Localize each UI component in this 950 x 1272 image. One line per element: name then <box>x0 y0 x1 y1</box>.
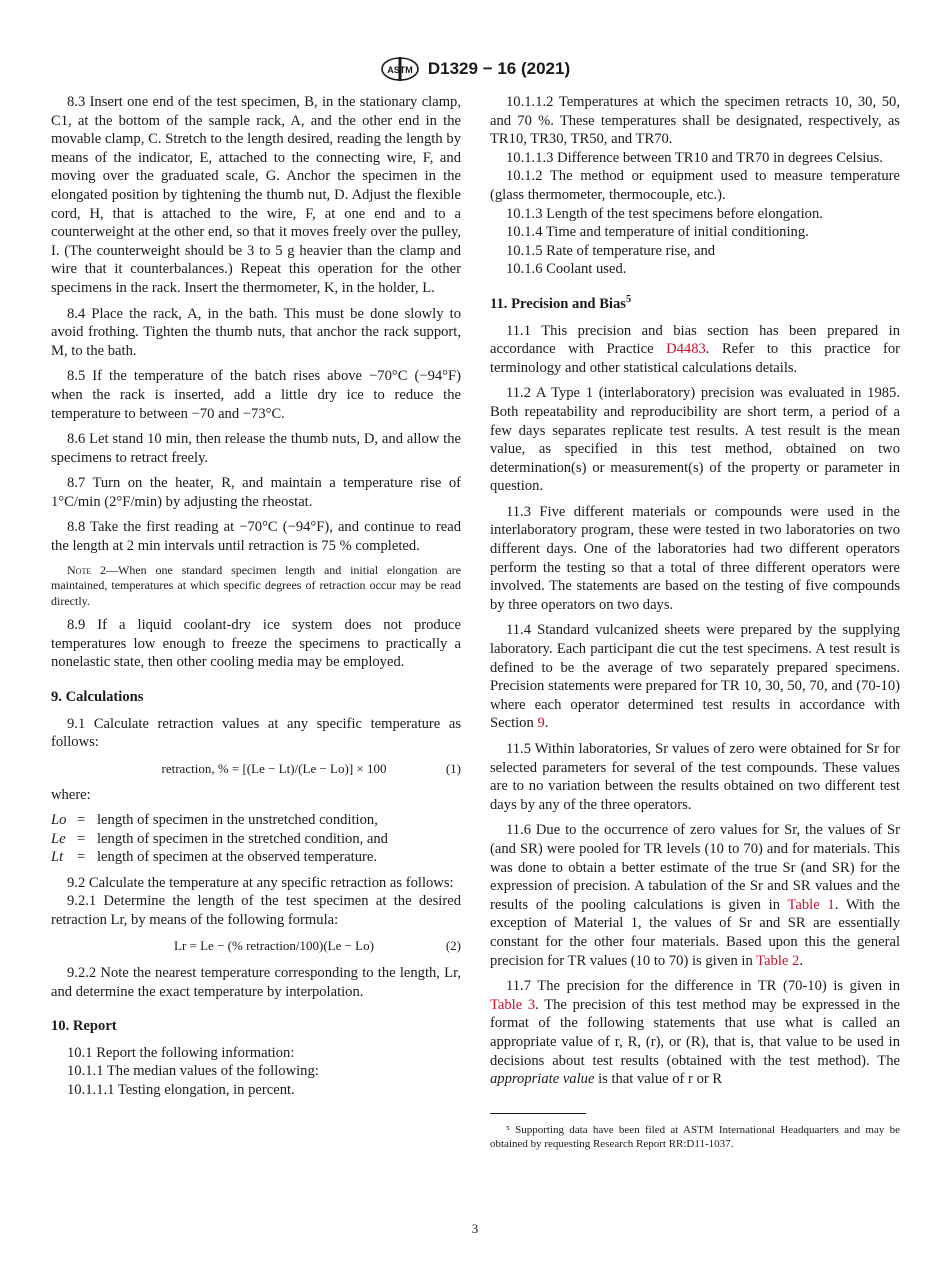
paragraph-9-2: 9.2 Calculate the temperature at any specific retraction as follows: <box>67 874 454 891</box>
equation-1 <box>51 760 461 779</box>
right-column <box>490 93 900 1152</box>
paragraph-8-4: 8.4 Place the rack, A, in the bath. This must be done slowly to avoid frothing. Tighten the thumb nuts, that anchor the rack support, M, to the bath. <box>51 305 461 359</box>
definition-symbol: Le <box>51 830 66 847</box>
definition-symbol: Lo <box>51 811 67 828</box>
definition-text: length of specimen in the unstretched condition, <box>97 811 378 828</box>
paragraph-11-5: 11.5 Within laboratories, Sr values of zero were obtained for Sr for selected parameters for several of the test compounds. These values are to no variation between the results obtained on two different test days by any of the three operators. <box>490 741 900 813</box>
paragraph-9-2-2: 9.2.2 Note the nearest temperature corresponding to the length, Lr, and determine the exact temperature by interpolation. <box>51 965 461 1000</box>
section-10-heading: 10. Report <box>51 1018 117 1035</box>
footnote-rule <box>490 1113 586 1114</box>
text-run: . Refer to this practice for terminology and other statistical calculations details. <box>490 341 900 376</box>
page-header <box>0 56 950 82</box>
definition-equals: = <box>77 830 86 847</box>
paragraph-8-7: 8.7 Turn on the heater, R, and maintain a temperature rise of 1°C/min (2°F/min) by adjusting the rheostat. <box>51 475 461 510</box>
emphasis: appropriate value <box>490 1071 595 1088</box>
link-table-2[interactable]: Table 2 <box>756 952 800 969</box>
paragraph-8-9: 8.9 If a liquid coolant-dry ice system does not produce temperatures low enough to freeze the specimens to practically a nonelastic state, then other cooling media may be employed. <box>51 617 461 671</box>
footnote-marker: 5 <box>625 294 632 306</box>
astm-logo-icon <box>380 56 420 82</box>
section-9-heading: 9. Calculations <box>51 688 144 705</box>
paragraph-10-1-4: 10.1.4 Time and temperature of initial conditioning. <box>506 224 809 241</box>
text-run: . With the exception of Material 1, the values of Sr and SR are essentially constant for the other four materials. Based upon this the general precision for TR values (10 to 70) is given in <box>490 896 900 969</box>
note-2 <box>51 563 461 610</box>
definition-equals: = <box>77 811 86 828</box>
paragraph-10-1-3: 10.1.3 Length of the test specimens before elongation. <box>506 205 823 222</box>
note-2-label: Note 2 <box>67 562 107 577</box>
definition-text: length of specimen in the stretched condition, and <box>97 830 388 847</box>
definition-row <box>51 848 461 867</box>
paragraph-11-7 <box>490 977 900 1089</box>
equation-2-number: (2) <box>445 938 461 954</box>
note-2-text: —When one standard specimen length and initial elongation are maintained, temperatures at which specific degrees of retraction occur may be read directly. <box>51 562 462 608</box>
link-table-3[interactable]: Table 3 <box>490 996 536 1013</box>
text-run: 11.6 Due to the occurrence of zero values for Sr, the values of Sr (and SR) were pooled for TR levels (10 to 70) and for materials. This was done to obtain a better estimate of the true Sr (and SR) for the expression of precision. A tabulation of the Sr and SR values and the results of the pooling calculations is given in <box>490 822 900 913</box>
section-11-heading <box>490 295 900 314</box>
paragraph-10-1-1-2: 10.1.1.2 Temperatures at which the specimen retracts 10, 30, 50, and 70 %. These temperatures shall be designated, respectively, as TR10, TR30, TR50, and TR70. <box>490 94 900 148</box>
paragraph-10-1-1: 10.1.1 The median values of the following: <box>67 1063 319 1080</box>
paragraph-10-1-1-1: 10.1.1.1 Testing elongation, in percent. <box>67 1082 295 1099</box>
definition-symbol: Lt <box>51 849 64 866</box>
section-11-title: 11. Precision and Bias <box>490 295 626 312</box>
paragraph-10-1-5: 10.1.5 Rate of temperature rise, and <box>506 242 716 259</box>
paragraph-11-3: 11.3 Five different materials or compounds were used in the interlaboratory program, these were tested in two laboratories on two different days. One of the laboratories had two different operators perform the testing so that a total of three different operators were involved. The statements are based on the testing of five compounds by three operators on two days. <box>490 503 900 613</box>
definition-row <box>51 830 461 849</box>
left-column <box>51 93 461 1100</box>
definition-list <box>51 811 461 867</box>
equation-2-body: Lr = Le − (% retraction/100)(Le − Lo) <box>174 938 374 954</box>
text-run: . <box>544 715 549 732</box>
paragraph-10-1: 10.1 Report the following information: <box>67 1044 295 1061</box>
page-number: 3 <box>471 1221 479 1236</box>
where-label: where: <box>51 787 91 804</box>
paragraph-11-4 <box>490 621 900 733</box>
link-section-9[interactable]: 9 <box>537 715 545 732</box>
text-run: 11.4 Standard vulcanized sheets were prepared by the supplying laboratory. Each participant die cut the test specimens. A test result is defined to be the average of two separately prepared specimens. Precision statements were prepared for TR 10, 30, 50, 70, and (70-10) where each operator determined test results in accordance with Section <box>490 622 900 732</box>
paragraph-11-2: 11.2 A Type 1 (interlaboratory) precision was evaluated in 1985. Both repeatability and reproducibility are short term, a period of a few days separates replicate test results. A test result is the mean value, as specified in this test method, obtained on two determination(s) or measurement(s) of the property or parameter in question. <box>490 385 900 495</box>
text-run: 11.1 This precision and bias section has been prepared in accordance with Practice <box>490 322 900 358</box>
paragraph-8-6: 8.6 Let stand 10 min, then release the thumb nuts, D, and allow the specimens to retract freely. <box>51 431 461 466</box>
equation-1-body: retraction, % = [(Le − Lt)/(Le − Lo)] × 100 <box>161 760 387 776</box>
text-run: . <box>799 952 803 969</box>
paragraph-10-1-2: 10.1.2 The method or equipment used to measure temperature (glass thermometer, thermocouple, etc.). <box>490 168 900 203</box>
designation: D1329 − 16 (2021) <box>427 59 571 78</box>
equation-1-number: (1) <box>445 760 461 776</box>
paragraph-8-5: 8.5 If the temperature of the batch rises above −70°C (−94°F) when the rack is inserted, add a little dry ice to reduce the temperature to between −70 and −73°C. <box>51 368 461 422</box>
link-d4483[interactable]: D4483 <box>666 341 706 358</box>
definition-row <box>51 811 461 830</box>
logo-text: ASTM <box>387 65 413 75</box>
paragraph-11-1 <box>490 322 900 378</box>
paragraph-9-1: 9.1 Calculate retraction values at any specific temperature as follows: <box>51 715 461 751</box>
link-table-1[interactable]: Table 1 <box>787 896 835 913</box>
paragraph-10-1-6: 10.1.6 Coolant used. <box>506 261 627 278</box>
equation-2 <box>51 937 461 956</box>
text-run: 11.7 The precision for the difference in TR (70-10) is given in <box>506 978 900 995</box>
paragraph-10-1-1-3: 10.1.1.3 Difference between TR10 and TR70 in degrees Celsius. <box>506 149 883 166</box>
definition-equals: = <box>77 849 86 866</box>
text-run: is that value of r or R <box>594 1071 723 1088</box>
paragraph-8-3: 8.3 Insert one end of the test specimen, B, in the stationary clamp, C1, at the bottom of the sample rack, A, and the other end in the movable clamp, C. Stretch to the length desired, reading the length by means of the indicator, E, attached to the connecting wire, F, and moving over the graduated scale, G. Anchor the specimen in the elongated position by tightening the thumb nut, D. Adjust the flexible cord, H, that is attached to the wire, F, at one end and to a counterweight at the other end, so that it moves freely over the pulley, I. (The counterweight should be 3 to 5 g heavier than the clamp and wire that it counterbalances.) Repeat this operation for the other specimens in the rack. Insert the thermometer, K, in the holder, L. <box>51 94 461 296</box>
definition-text: length of specimen at the observed temperature. <box>97 849 378 866</box>
paragraph-11-6 <box>490 821 900 970</box>
paragraph-9-2-1: 9.2.1 Determine the length of the test specimen at the desired retraction Lr, by means of the following formula: <box>51 893 461 928</box>
text-run: . The precision of this test method may be expressed in the format of the following statements that use what is called an appropriate value of r, R, (r), or (R), that is, that value to be used in decisions about test results (obtained with the test method). The <box>490 996 900 1069</box>
paragraph-8-8: 8.8 Take the first reading at −70°C (−94°F), and continue to read the length at 2 min intervals until retraction is 75 % completed. <box>51 519 461 555</box>
footnote-5: ⁵ Supporting data have been filed at ASTM International Headquarters and may be obtained by requesting Research Report RR:D11-1037. <box>490 1123 900 1151</box>
